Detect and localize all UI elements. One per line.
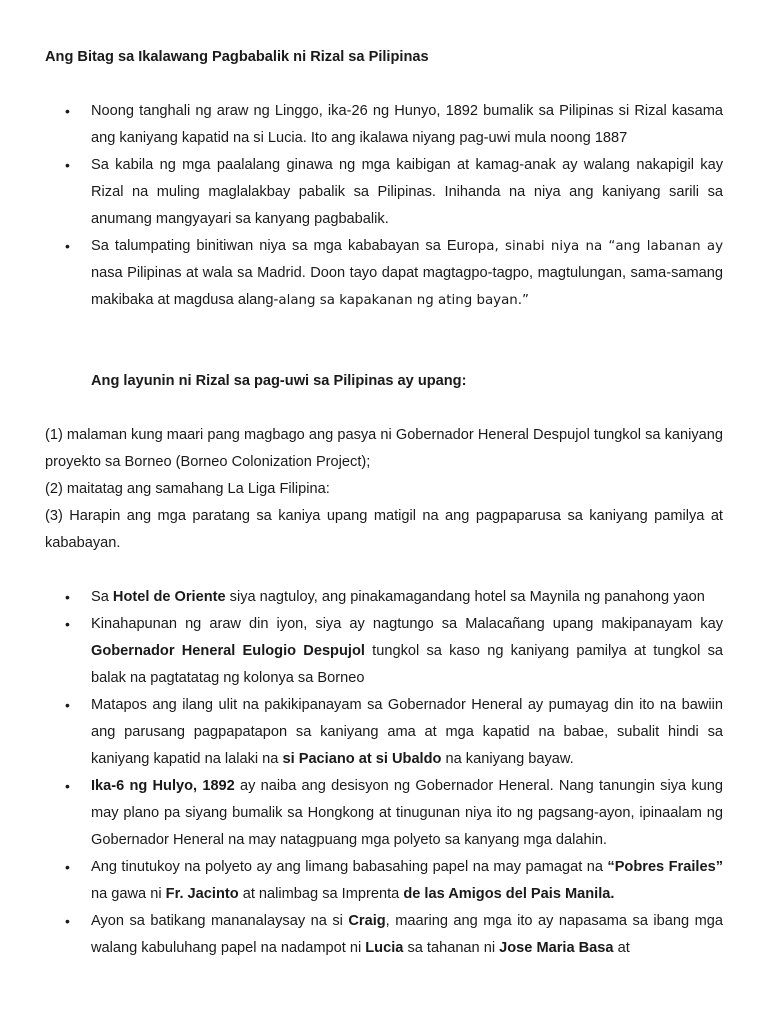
bold-text: Hotel de Oriente [112, 589, 226, 605]
text-run: Matapos ang ilang ulit na pakikipanayam sa Gobernador Heneral ay pumayag din ito na bawiin ang parusang pagpapatapon sa kaniyang ama at mga kapatid na babae, subalit hindi sa kaniyang kapatid na lalaki na [91, 697, 723, 767]
text-run: Ang tinutukoy na polyeto ay ang limang babasahing papel na may pamagat na [91, 859, 608, 875]
bold-text: de las Amigos del Pais Manila. [403, 886, 615, 902]
goal-item: (1) malaman kung maari pang magbago ang pasya ni Gobernador Heneral Despujol tungkol sa kaniyang proyekto sa Borneo (Borneo Colonization Project); [45, 427, 723, 470]
list-item [45, 692, 723, 773]
bold-text: si Paciano at si Ubaldo [282, 751, 442, 767]
text-run: sa tahanan ni [403, 940, 500, 956]
text-run: ay naiba ang desisyon ng Gobernador Heneral. Nang tanungin siya kung may plano pa siyang bumalik sa Hongkong at tinugunan niya ito ng pagsang-ayon, ipinaalam ng Gobernador Heneral na may natagpuang mga polyeto sa kanyang mga dalahin. [91, 778, 723, 848]
goal-item: (2) maitatag ang samahang La Liga Filipina: [45, 481, 330, 497]
text-run: Sa talumpating binitiwan niya sa mga kababayan sa Eur [91, 238, 470, 254]
text-run: , maaring ang mga ito ay napasama sa ibang mga walang kabuluhang papel na nadampot ni [91, 913, 724, 956]
list-item [45, 584, 723, 611]
text-run: alang sa kapakanan ng ating bayan.” [278, 293, 529, 308]
intro-bullet-list [45, 98, 723, 314]
text-run: at nalimbag sa Imprenta [238, 886, 404, 902]
bold-text: Gobernador Heneral Eulogio Despujol [91, 643, 365, 659]
list-item [45, 854, 723, 908]
list-item [45, 908, 723, 962]
text-run: nasa Pilipinas at wala sa Madrid. Doon tayo dapat magtagpo-tagpo, magtulungan, sama-samang makibaka at magdusa alang- [91, 265, 723, 308]
bold-text: Jose Maria Basa [499, 940, 614, 956]
text-run: opa, sinabi niya na “ang labanan ay [469, 239, 723, 254]
text-run: siya nagtuloy, ang pinakamagandang hotel sa Maynila ng panahong yaon [225, 589, 705, 605]
document-title: Ang Bitag sa Ikalawang Pagbabalik ni Rizal sa Pilipinas [45, 49, 429, 65]
document-page [45, 44, 723, 962]
text-run: tungkol sa kaso ng kaniyang pamilya at tungkol sa balak na pagtatatag ng kolonya sa Borneo [91, 643, 724, 686]
bold-text: “Pobres Frailes” [607, 859, 723, 875]
goal-item: (3) Harapin ang mga paratang sa kaniya upang matigil na ang pagpaparusa sa kaniyang pamilya at kababayan. [45, 508, 723, 551]
text-run: na kaniyang bayaw. [441, 751, 574, 767]
text-run: at [613, 940, 630, 956]
bold-text: Fr. Jacinto [165, 886, 239, 902]
list-item [45, 611, 723, 692]
bold-text: Craig [348, 913, 386, 929]
list-item: • Sa kabila ng mga paalalang ginawa ng mga kaibigan at kamag-anak ay walang nakapigil kay Rizal na muling maglalakbay pabalik sa Pilipinas. Inihanda na niya ang kaniyang sarili sa anumang mangyayari sa kanyang pagbabalik. [45, 152, 723, 233]
list-item [45, 233, 723, 314]
events-bullet-list [45, 584, 723, 962]
text-run: Ayon sa batikang mananalaysay na si [91, 913, 349, 929]
list-item: • Noong tanghali ng araw ng Linggo, ika-26 ng Hunyo, 1892 bumalik sa Pilipinas si Rizal kasama ang kaniyang kapatid na si Lucia. Ito ang ikalawa niyang pag-uwi mula noong 1887 [45, 98, 723, 152]
text-run: Sa [91, 589, 113, 605]
text-run: Kinahapunan ng araw din iyon, siya ay nagtungo sa Malacañang upang makipanayam kay [91, 616, 723, 632]
bold-text: Lucia [365, 940, 404, 956]
list-item [45, 773, 723, 854]
section-subheading: Ang layunin ni Rizal sa pag-uwi sa Pilipinas ay upang: [91, 373, 467, 389]
text-run: na gawa ni [91, 886, 166, 902]
bold-text: Ika-6 ng Hulyo, 1892 [91, 778, 235, 794]
